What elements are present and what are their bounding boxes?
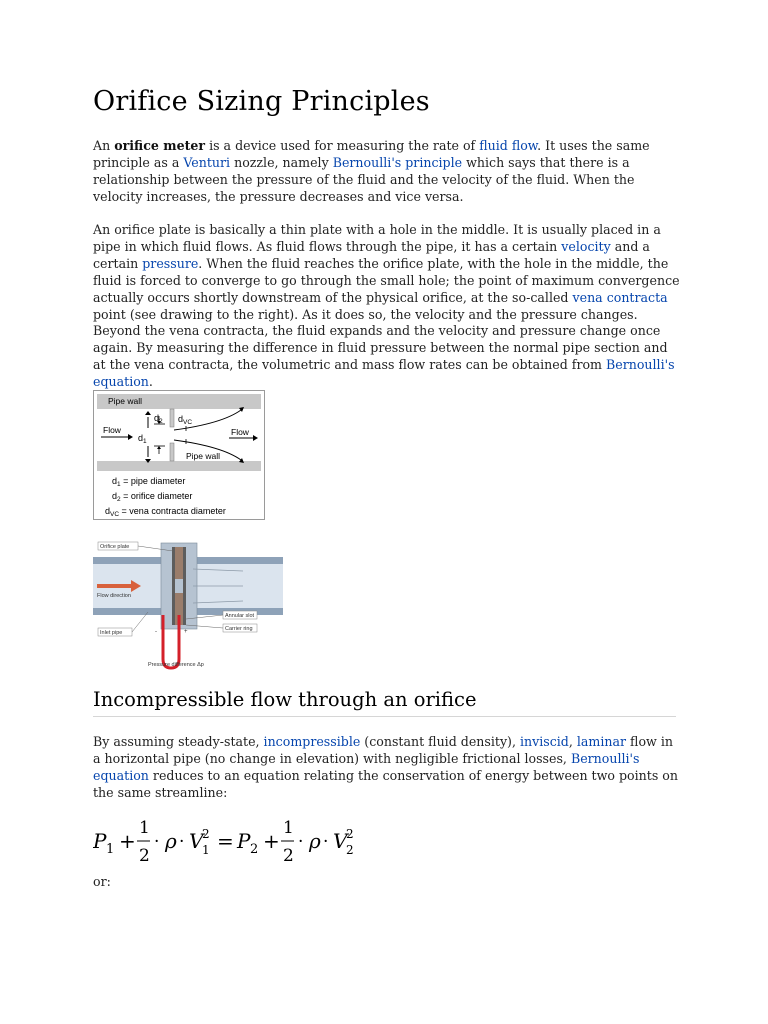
dvc-label: $d_{VC}$ xyxy=(178,414,193,426)
flow-direction-label: Flow direction xyxy=(97,593,131,599)
carrier-ring-left xyxy=(172,547,175,625)
eq-sub: 2 xyxy=(250,842,259,857)
or-text: or: xyxy=(93,874,111,889)
flow-in-label: Flow xyxy=(103,425,121,435)
link-velocity[interactable]: velocity xyxy=(561,238,611,254)
plus-sign: + xyxy=(184,629,188,635)
flow-direction-arrow xyxy=(97,584,131,588)
eq-p1: P xyxy=(93,829,107,853)
eq-dot: · xyxy=(298,832,304,852)
text: point (see drawing to the right). As it does so, the velocity and the pressure changes. Beyond the vena contracta, the fluid expands and the velocity and pressure change once again. By measuring the difference in fluid pressure between the normal pipe section and at the vena contracta, the volumetric and mass flow rates can be obtained from xyxy=(93,306,668,373)
text: , xyxy=(568,734,577,749)
text: and a certain xyxy=(93,238,650,271)
eq-rho: ρ xyxy=(165,829,177,853)
bold-term: orifice meter xyxy=(114,138,206,153)
orifice-plate-top xyxy=(170,409,174,427)
eq-sub: 1 xyxy=(202,843,210,857)
flow-out-label: Flow xyxy=(231,427,249,437)
text: reduces to an equation relating the conservation of energy between two points on the same streamline: xyxy=(93,767,678,800)
eq-frac-den: 2 xyxy=(139,846,150,866)
d2-label: $d_2$ xyxy=(154,413,163,425)
legend-d2: $d_2$ = orifice diameter xyxy=(112,491,193,503)
eq-plus: + xyxy=(119,829,136,853)
inlet-pipe-label: Inlet pipe xyxy=(100,630,123,636)
pipe-wall-bottom xyxy=(97,461,261,471)
text: An orifice plate is basically a thin plate with a hole in the middle. It is usually placed in a pipe in which fluid flows. As fluid flows through the pipe, it has a certain xyxy=(93,222,661,254)
text: . It uses the same principle as a xyxy=(93,138,650,170)
eq-sup: 2 xyxy=(346,827,354,841)
orifice-plate-label: Orifice plate xyxy=(100,544,130,550)
eq-rho: ρ xyxy=(309,829,321,853)
eq-v1: V xyxy=(189,829,204,853)
legend-dvc: $d_{VC}$ = vena contracta diameter xyxy=(105,506,226,518)
carrier-ring-label: Carrier ring xyxy=(225,626,253,632)
text: An xyxy=(93,138,115,153)
legend-d1: $d_1$ = pipe diameter xyxy=(112,476,186,488)
bernoulli-equation xyxy=(93,810,373,870)
pipe-wall-bottom-label: Pipe wall xyxy=(186,451,221,461)
orifice-plate-top xyxy=(175,547,183,579)
link-vena-contracta[interactable]: vena contracta xyxy=(572,289,668,305)
page-title: Orifice Sizing Principles xyxy=(93,86,430,117)
text: (constant fluid density), xyxy=(360,734,520,749)
pressure-difference-label: Pressure difference Δp xyxy=(148,662,204,668)
text: By assuming steady-state, xyxy=(93,734,264,749)
intro-paragraph xyxy=(93,138,683,206)
incompressible-paragraph xyxy=(93,734,683,802)
eq-frac-num: 1 xyxy=(283,818,294,838)
eq-v2: V xyxy=(333,829,348,853)
link-bernoulli-equation-2[interactable]: Bernoulli's equation xyxy=(93,750,640,783)
annular-slot-label: Annular slot xyxy=(225,613,255,619)
d1-label: $d_1$ xyxy=(138,433,147,445)
orifice-assembly-figure xyxy=(93,537,283,670)
section-heading: Incompressible flow through an orifice xyxy=(93,688,676,717)
link-incompressible[interactable]: incompressible xyxy=(263,734,361,749)
eq-frac-num: 1 xyxy=(139,818,150,838)
eq-dot: · xyxy=(179,832,185,852)
link-inviscid[interactable]: inviscid xyxy=(519,734,569,749)
text: . xyxy=(148,374,153,390)
text: which says that there is a relationship between the pressure of the fluid and the velocity of the fluid. When the velocity increases, the pressure decreases and vice versa. xyxy=(93,154,635,204)
eq-equals: = xyxy=(217,829,234,853)
link-venturi[interactable]: Venturi xyxy=(183,154,231,170)
orifice-plate-bottom xyxy=(170,443,174,461)
carrier-ring-right xyxy=(183,547,186,625)
eq-sub: 2 xyxy=(346,843,354,857)
orifice-plate-paragraph xyxy=(93,222,683,391)
link-fluid-flow[interactable]: fluid flow xyxy=(479,138,538,153)
text: nozzle, namely xyxy=(230,154,333,170)
eq-sub: 1 xyxy=(106,842,115,857)
text: flow in a horizontal pipe (no change in elevation) with negligible frictional losses, xyxy=(93,734,673,766)
link-pressure[interactable]: pressure xyxy=(142,255,199,271)
eq-p2: P xyxy=(237,829,251,853)
link-bernoulli-principle[interactable]: Bernoulli's principle xyxy=(332,154,463,170)
eq-dot: · xyxy=(154,832,160,852)
link-bernoulli-equation[interactable]: Bernoulli's equation xyxy=(93,357,675,390)
pipe-wall-top-label: Pipe wall xyxy=(108,396,143,406)
minus-sign: - xyxy=(155,629,157,635)
link-laminar[interactable]: laminar xyxy=(576,734,627,749)
eq-dot: · xyxy=(323,832,329,852)
text: . When the fluid reaches the orifice plate, with the hole in the middle, the fluid is forced to converge to go through the small hole; the point of maximum convergence actually occurs shortly downstream of the physical orifice, at the so-called xyxy=(93,255,680,305)
orifice-schematic-figure xyxy=(93,390,265,520)
eq-plus: + xyxy=(263,829,280,853)
eq-frac-den: 2 xyxy=(283,846,294,866)
text: is a device used for measuring the rate of xyxy=(205,138,480,153)
eq-sup: 2 xyxy=(202,827,210,841)
